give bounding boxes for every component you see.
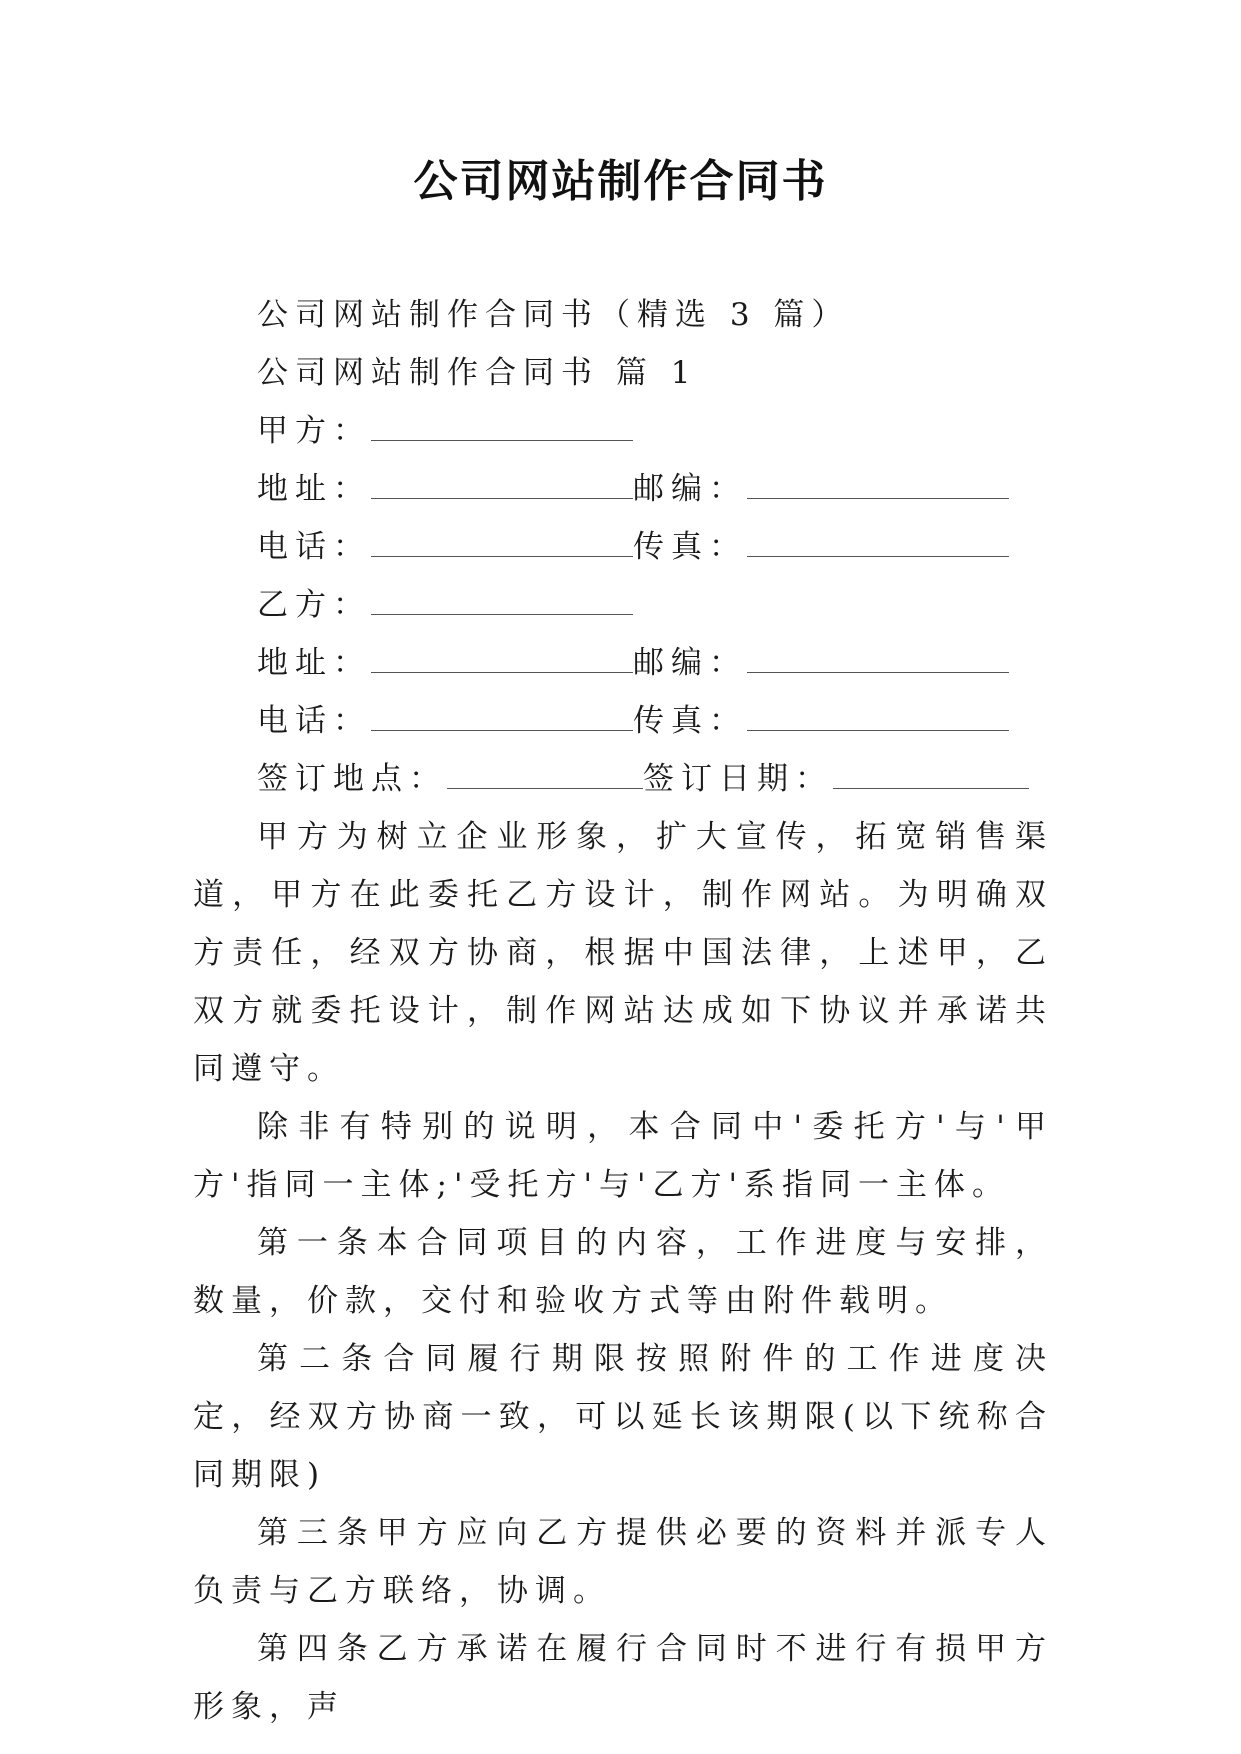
paragraph-preamble: 甲方为树立企业形象，扩大宣传，拓宽销售渠道，甲方在此委托乙方设计，制作网站。为明确双方责任，经双方协商，根据中国法律，上述甲，乙双方就委托设计，制作网站达成如下协议并承诺共同遵守。 bbox=[193, 819, 1053, 1087]
signing-date-blank bbox=[833, 754, 1029, 789]
party-b-name-blank bbox=[371, 580, 633, 615]
party-a-phone-blank bbox=[371, 522, 633, 557]
party-b-fax-label: 传真： bbox=[633, 703, 747, 739]
section-heading: 公司网站制作合同书 篇 1 bbox=[257, 355, 698, 391]
party-b-postcode-label: 邮编： bbox=[633, 645, 747, 681]
party-a-postcode-label: 邮编： bbox=[633, 471, 747, 507]
signing-place-blank bbox=[447, 754, 643, 789]
party-a-fax-label: 传真： bbox=[633, 529, 747, 565]
party-a-postcode-blank bbox=[747, 464, 1009, 499]
paragraph-definitions: 除非有特别的说明，本合同中'委托方'与'甲方'指同一主体;'受托方'与'乙方'系指同一主体。 bbox=[193, 1109, 1053, 1203]
party-b-phone-label: 电话： bbox=[257, 703, 371, 739]
party-b-fax-blank bbox=[747, 696, 1009, 731]
document-title: 公司网站制作合同书 bbox=[413, 156, 828, 207]
party-a-name-label: 甲方： bbox=[257, 413, 371, 449]
party-b-name-label: 乙方： bbox=[257, 587, 371, 623]
party-a-address-blank bbox=[371, 464, 633, 499]
party-b-phone-row bbox=[193, 692, 1053, 750]
party-a-fax-blank bbox=[747, 522, 1009, 557]
paragraph-article-1: 第一条本合同项目的内容，工作进度与安排，数量，价款，交付和验收方式等由附件载明。 bbox=[193, 1225, 1053, 1319]
paragraph-article-3: 第三条甲方应向乙方提供必要的资料并派专人负责与乙方联络，协调。 bbox=[193, 1515, 1053, 1609]
party-a-address-row bbox=[193, 460, 1053, 518]
party-b-phone-blank bbox=[371, 696, 633, 731]
signing-place-label: 签订地点： bbox=[257, 761, 447, 797]
party-b-postcode-blank bbox=[747, 638, 1009, 673]
party-a-name-row bbox=[193, 402, 1053, 460]
signing-row bbox=[193, 750, 1053, 808]
signing-date-label: 签订日期： bbox=[643, 761, 833, 797]
paragraph-article-4: 第四条乙方承诺在履行合同时不进行有损甲方形象，声 bbox=[193, 1631, 1053, 1725]
party-b-address-row bbox=[193, 634, 1053, 692]
party-b-name-row bbox=[193, 576, 1053, 634]
party-a-address-label: 地址： bbox=[257, 471, 371, 507]
document-body bbox=[193, 286, 1053, 1736]
party-b-address-blank bbox=[371, 638, 633, 673]
party-a-phone-label: 电话： bbox=[257, 529, 371, 565]
party-a-phone-row bbox=[193, 518, 1053, 576]
party-b-address-label: 地址： bbox=[257, 645, 371, 681]
party-a-name-blank bbox=[371, 406, 633, 441]
subtitle: 公司网站制作合同书（精选 3 篇） bbox=[257, 297, 850, 333]
paragraph-article-2: 第二条合同履行期限按照附件的工作进度决定，经双方协商一致，可以延长该期限(以下统称合同期限) bbox=[193, 1341, 1053, 1493]
